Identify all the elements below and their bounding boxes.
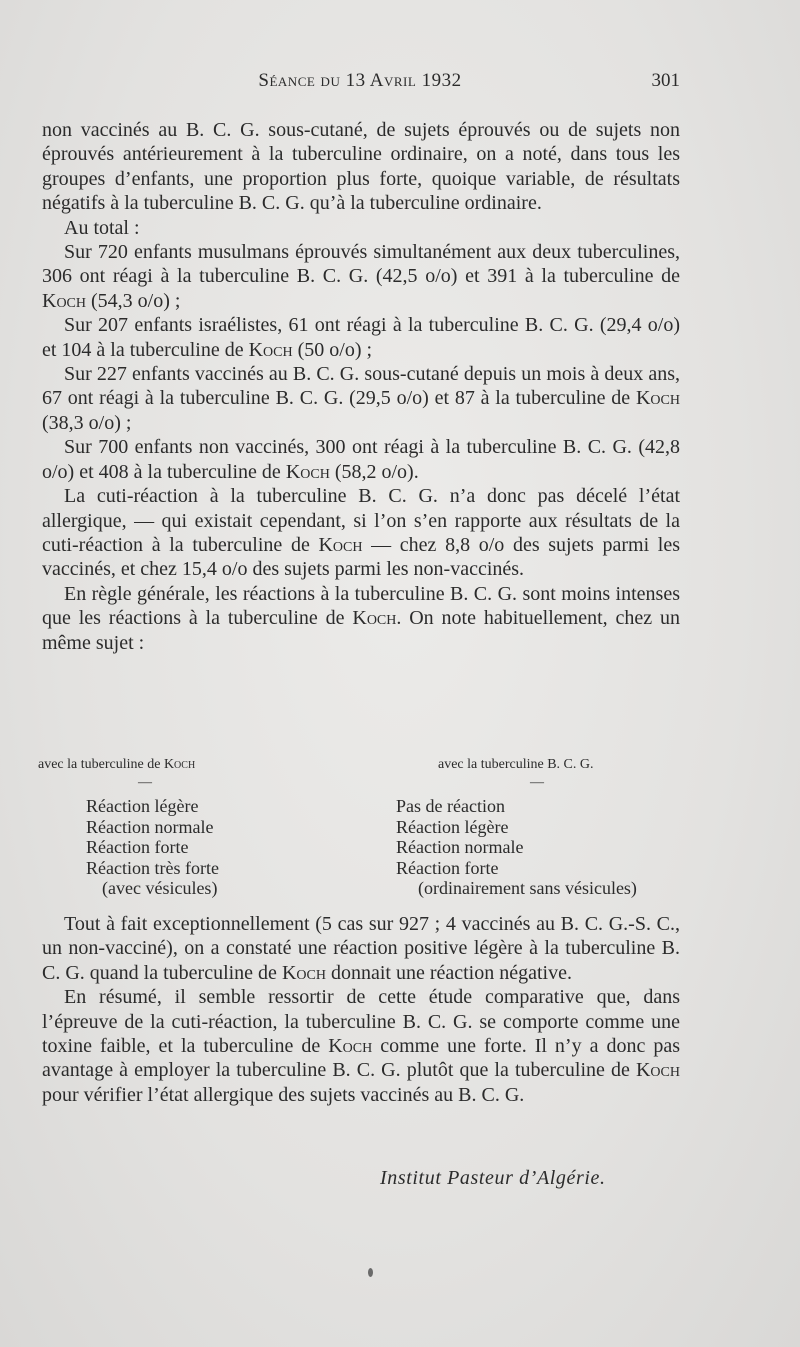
- paragraph: non vaccinés au B. C. G. sous-cutané, de sujets éprouvés ou de sujets non éprouvés antérieurement à la tuberculine ordinaire, on a noté, dans tous les groupes d’enfants, une proportion plus forte, quoique variable, de résultats négatifs à la tuberculine B. C. G. qu’à la tuberculine ordinaire.: [42, 119, 680, 215]
- table-cell: Réaction normale: [86, 816, 214, 837]
- comparison-table: [38, 756, 688, 896]
- paragraph: En règle générale, les réactions à la tuberculine B. C. G. sont moins intenses que les réactions à la tuberculine de Koch. On note habituellement, chez un même sujet :: [42, 582, 680, 654]
- table-column-bcg: [396, 756, 688, 899]
- paragraph: Sur 207 enfants israélistes, 61 ont réagi à la tuberculine B. C. G. (29,4 o/o) et 104 à la tuberculine de Koch (50 o/o) ;: [42, 314, 680, 361]
- table-cell: Réaction légère: [396, 816, 509, 837]
- table-cell: Réaction légère: [86, 796, 199, 816]
- table-cell: (avec vésicules): [102, 878, 218, 898]
- paper-speck: [368, 1268, 373, 1277]
- column-header-koch: avec la tuberculine de Koch: [38, 757, 196, 772]
- signature-institution: Institut Pasteur d’Algérie.: [380, 1167, 606, 1189]
- body-text-upper: [42, 118, 680, 655]
- paragraph: Sur 720 enfants musulmans éprouvés simultanément aux deux tuberculines, 306 ont réagi à la tuberculine B. C. G. (42,5 o/o) et 391 à la tuberculine de Koch (54,3 o/o) ;: [42, 241, 680, 312]
- table-cell: Réaction forte: [396, 857, 499, 878]
- table-cell: Réaction normale: [396, 837, 524, 857]
- column-rows-bcg: [396, 796, 688, 899]
- paragraph: Au total :: [64, 216, 140, 239]
- column-dash: —: [138, 775, 152, 790]
- paragraph: La cuti-réaction à la tuberculine B. C. G. n’a donc pas décelé l’état allergique, — qui existait cependant, si l’on s’en rapporte aux résultats de la cuti-réaction à la tuberculine de Koch — chez 8,8 o/o des sujets parmi les vaccinés, et chez 15,4 o/o des sujets parmi les non-vaccinés.: [42, 485, 681, 581]
- table-cell: Réaction très forte: [86, 857, 219, 878]
- paragraph: Sur 227 enfants vaccinés au B. C. G. sous-cutané depuis un mois à deux ans, 67 ont réagi à la tuberculine B. C. G. (29,5 o/o) et 87 à la tuberculine de Koch (38,3 o/o) ;: [42, 363, 680, 434]
- paragraph: Tout à fait exceptionnellement (5 cas sur 927 ; 4 vaccinés au B. C. G.-S. C., un non-vacciné), on a constaté une réaction positive légère à la tuberculine B. C. G. quand la tuberculine de Koch donnait une réaction négative.: [42, 913, 680, 984]
- column-dash: —: [530, 775, 544, 790]
- table-column-koch: [38, 756, 298, 899]
- body-text-lower: [42, 912, 680, 1107]
- table-cell: (ordinairement sans vésicules): [418, 878, 637, 898]
- paragraph: En résumé, il semble ressortir de cette étude comparative que, dans l’épreuve de la cuti-réaction, la tuberculine B. C. G. se comporte comme une toxine faible, et la tuberculine de Koch comme une forte. Il n’y a donc pas avantage à employer la tuberculine B. C. G. plutôt que la tuberculine de Koch pour vérifier l’état allergique des sujets vaccinés au B. C. G.: [42, 986, 680, 1106]
- table-cell: Pas de réaction: [396, 796, 505, 816]
- table-cell: Réaction forte: [86, 837, 189, 857]
- column-rows-koch: [38, 796, 298, 899]
- running-title: Séance du 13 Avril 1932: [258, 70, 462, 91]
- running-header: [40, 70, 680, 98]
- paragraph: Sur 700 enfants non vaccinés, 300 ont réagi à la tuberculine B. C. G. (42,8 o/o) et 408 à la tuberculine de Koch (58,2 o/o).: [42, 436, 680, 483]
- column-header-bcg: avec la tuberculine B. C. G.: [438, 757, 594, 772]
- page-number: 301: [651, 70, 680, 91]
